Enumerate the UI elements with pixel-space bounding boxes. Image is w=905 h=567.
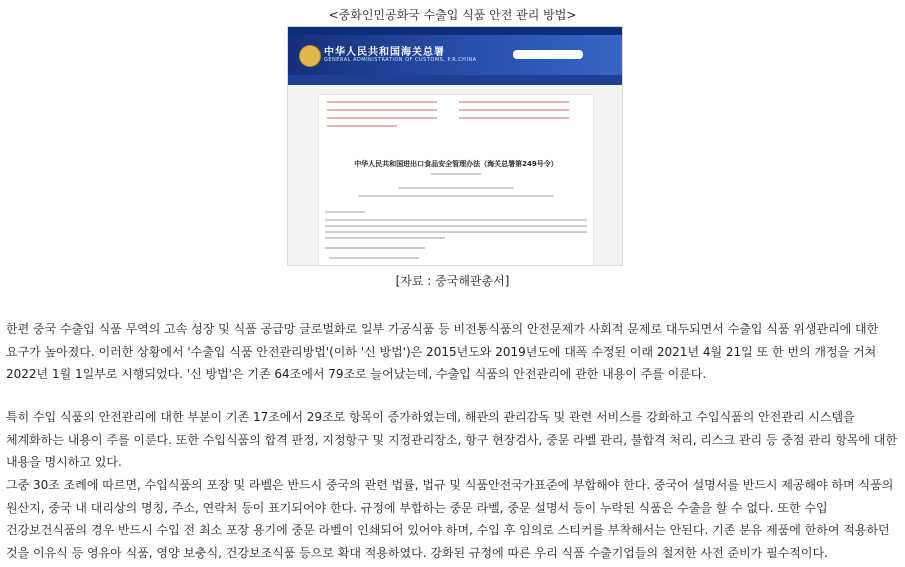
figure-search-box <box>513 50 583 59</box>
figure-topbar <box>288 27 622 35</box>
figure-nav-bar <box>288 75 622 85</box>
body-paragraph: 그중 30조 조례에 따르면, 수입식품의 포장 및 라벨은 반드시 중국의 관련 법률, 법규 및 식품안전국가표준에 부합해야 한다. 중국어 설명서를 반드시 제공해야 하며 식품의 원산지, 중국 내 대리상의 명칭, 주소, 연락처 등이 표기되어야 한다. 규정에 부합하는 중문 라벨, 중문 설명서 등이 누락된 식품은 수출을 할 수 없다. 또한 수입 건강보건식품의 경우 반드시 수입 전 최소 포장 용기에 중문 라벨이 인쇄되어 있어야 하며, 수입 후 임의로 스티커를 부착해서는 안된다. 기존 분유 제품에 한하여 적용하던 것을 이유식 등 영유아 식품, 영양 보충식, 건강보조식품 등으로 확대 적용하였다. 강화된 규정에 따른 우리 식품 수출기업들의 철저한 사전 준비가 필수적이다. <box>6 478 894 560</box>
emblem-icon <box>299 45 321 67</box>
figure-site-title: 中华人民共和国海关总署 <box>324 47 445 58</box>
body-paragraph: 한편 중국 수출입 식품 무역의 고속 성장 및 식품 공급망 글로벌화로 일부 가공식품 등 비전통식품의 안전문제가 사회적 문제로 대두되면서 수출입 식품 위생관리에 대한 요구가 높아졌다. 이러한 상황에서 '수출입 식품 안전관리방법'(이하 '신 방법')은 2015년도와 2019년도에 대폭 수정된 이래 2021년 4월 21일 또 한 번의 개정을 거쳐 2022년 1월 1일부로 시행되었다. '신 방법'은 기존 64조에서 79조로 늘어났는데, 수출입 식품의 안전관리에 관한 내용이 주를 이룬다. <box>6 322 879 381</box>
figure-caption-top: <중화인민공화국 수출입 식품 안전 관리 방법> <box>328 8 577 22</box>
figure-site-subtitle: GENERAL ADMINISTRATION OF CUSTOMS, P.R.CHINA <box>324 57 477 63</box>
figure-site-header <box>288 35 622 75</box>
document-screenshot-image <box>287 26 623 266</box>
figure-document-page <box>318 94 594 266</box>
figure-document-title: 中华人民共和国进出口食品安全管理办法（海关总署第249号令） <box>354 160 558 168</box>
body-paragraph: 특히 수입 식품의 안전관리에 대한 부분이 기존 17조에서 29조로 항목이 증가하였는데, 해관의 관리감독 및 관련 서비스를 강화하고 수입식품의 안전관리 시스템을 체계화하는 내용이 주를 이룬다. 또한 수입식품의 합격 판정, 지정항구 및 지정관리장소, 항구 현장검사, 중문 라벨 관리, 불합격 처리, 리스크 관리 등 중점 관리 항목에 대한 내용을 명시하고 있다. <box>6 410 898 469</box>
figure-caption-source: [자료 : 중국해관총서] <box>395 274 510 288</box>
